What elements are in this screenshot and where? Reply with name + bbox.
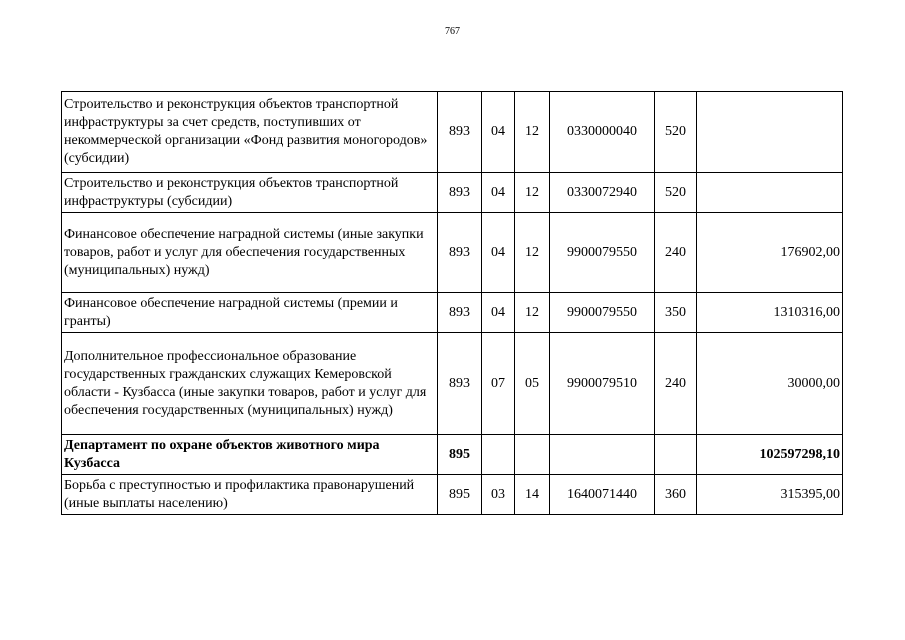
table-row	[62, 213, 843, 293]
row-vr: 240	[655, 333, 697, 435]
row-amount: 30000,00	[697, 333, 843, 435]
row-name: Строительство и реконструкция объектов транспортной инфраструктуры за счет средств, поступивших от некоммерческой организации «Фонд развития моногородов» (субсидии)	[62, 92, 438, 173]
row-amount: 176902,00	[697, 213, 843, 293]
row-name: Строительство и реконструкция объектов транспортной инфраструктуры (субсидии)	[62, 173, 438, 213]
table-row	[62, 92, 843, 173]
row-vr: 520	[655, 173, 697, 213]
row-amount: 1310316,00	[697, 293, 843, 333]
table-row	[62, 333, 843, 435]
row-csr: 0330000040	[550, 92, 655, 173]
row-amount: 315395,00	[697, 475, 843, 515]
table-row	[62, 293, 843, 333]
row-vr: 350	[655, 293, 697, 333]
row-csr: 9900079510	[550, 333, 655, 435]
row-amount	[697, 173, 843, 213]
row-ved: 893	[438, 333, 482, 435]
row-rz: 03	[482, 475, 515, 515]
row-name: Финансовое обеспечение наградной системы (иные закупки товаров, работ и услуг для обеспечения государственных (муниципальных) нужд)	[62, 213, 438, 293]
row-amount: 102597298,10	[697, 435, 843, 475]
row-rz: 04	[482, 213, 515, 293]
row-csr: 0330072940	[550, 173, 655, 213]
row-rz: 07	[482, 333, 515, 435]
row-pr: 12	[515, 293, 550, 333]
row-csr	[550, 435, 655, 475]
row-pr: 05	[515, 333, 550, 435]
row-rz: 04	[482, 92, 515, 173]
row-pr	[515, 435, 550, 475]
table-row	[62, 435, 843, 475]
row-ved: 895	[438, 435, 482, 475]
row-ved: 893	[438, 293, 482, 333]
row-pr: 14	[515, 475, 550, 515]
row-amount	[697, 92, 843, 173]
row-pr: 12	[515, 92, 550, 173]
row-pr: 12	[515, 173, 550, 213]
page-number: 767	[445, 26, 460, 37]
table-row	[62, 173, 843, 213]
row-csr: 1640071440	[550, 475, 655, 515]
row-name: Финансовое обеспечение наградной системы (премии и гранты)	[62, 293, 438, 333]
budget-table	[61, 91, 843, 515]
row-rz: 04	[482, 173, 515, 213]
row-vr	[655, 435, 697, 475]
row-ved: 895	[438, 475, 482, 515]
row-csr: 9900079550	[550, 213, 655, 293]
row-name: Департамент по охране объектов животного мира Кузбасса	[62, 435, 438, 475]
row-name: Дополнительное профессиональное образование государственных гражданских служащих Кемеровской области - Кузбасса (иные закупки товаров, работ и услуг для обеспечения государственных (муниципальных) нужд)	[62, 333, 438, 435]
row-vr: 240	[655, 213, 697, 293]
row-rz	[482, 435, 515, 475]
row-csr: 9900079550	[550, 293, 655, 333]
row-vr: 360	[655, 475, 697, 515]
table-row	[62, 475, 843, 515]
row-vr: 520	[655, 92, 697, 173]
row-name: Борьба с преступностью и профилактика правонарушений (иные выплаты населению)	[62, 475, 438, 515]
row-ved: 893	[438, 92, 482, 173]
row-ved: 893	[438, 213, 482, 293]
row-ved: 893	[438, 173, 482, 213]
row-pr: 12	[515, 213, 550, 293]
row-rz: 04	[482, 293, 515, 333]
